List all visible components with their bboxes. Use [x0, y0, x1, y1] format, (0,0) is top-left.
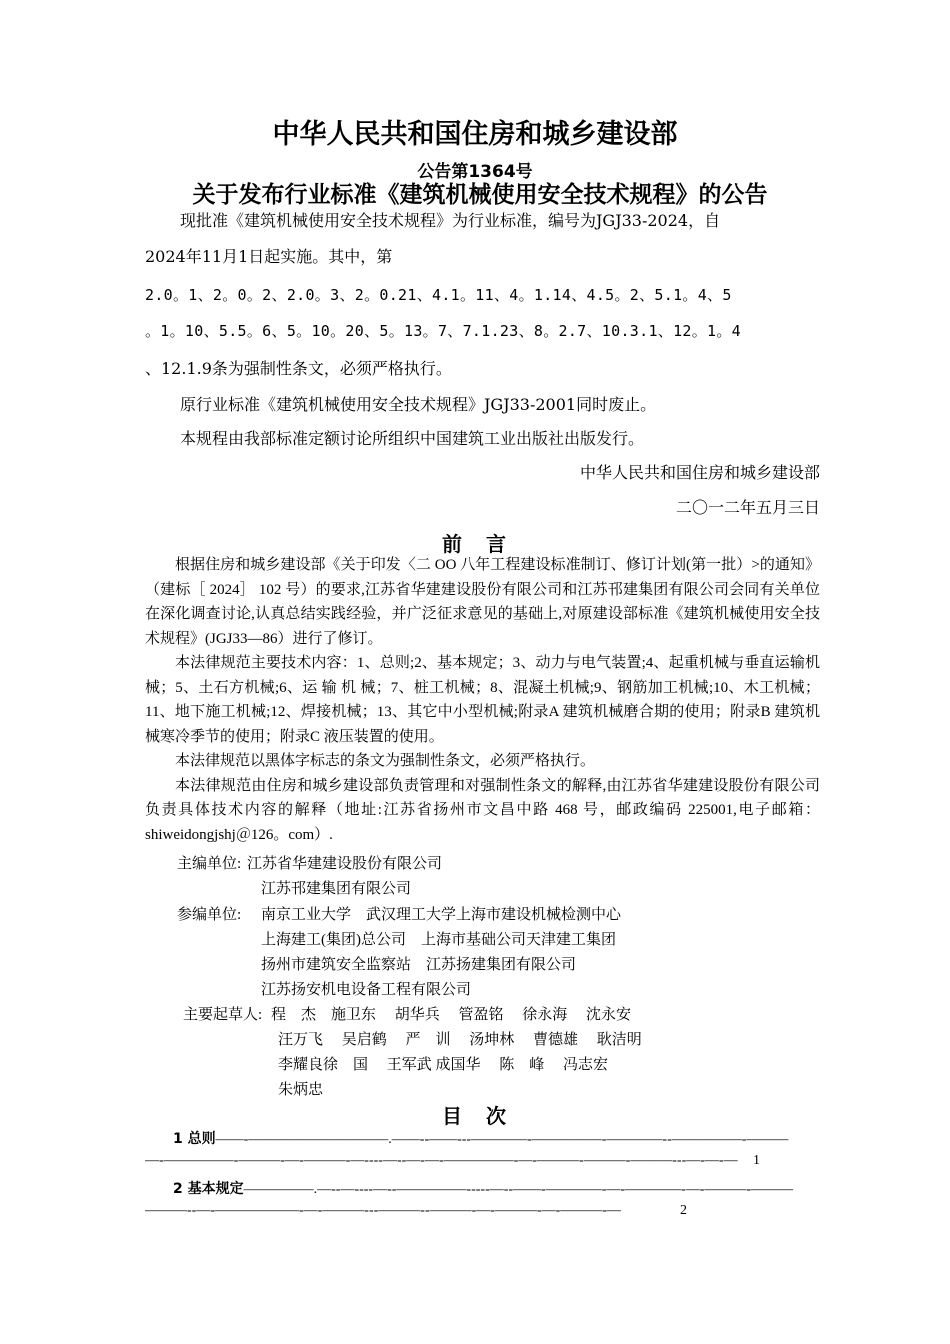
announcement-date: 二〇一二年五月三日	[675, 498, 820, 517]
announcement-line-6: 原行业标准《建筑机械使用安全技术规程》JGJ33-2001同时废止。	[180, 395, 657, 414]
toc-item-1-continued	[145, 1153, 765, 1169]
chief-unit-2: 江苏邗建集团有限公司	[261, 881, 412, 897]
announcement-number: 公告第1364号	[417, 162, 533, 182]
participating-2: 上海建工(集团)总公司 上海市基础公司天津建工集团	[261, 932, 616, 948]
drafters-4: 朱炳忠	[278, 1082, 324, 1098]
preface-heading: 前 言	[442, 532, 508, 556]
toc-item-1-label: 1 总则	[173, 1131, 216, 1147]
drafters-label: 主要起草人:	[183, 1007, 263, 1023]
ministry-title: 中华人民共和国住房和城乡建设部	[272, 119, 678, 150]
chief-unit-label: 主编单位:	[177, 856, 242, 872]
toc-item-2[interactable]	[173, 1178, 818, 1198]
participating-label: 参编单位:	[177, 907, 242, 923]
toc-item-1-leader-a: ——-——————————.——--——---————-—————-————--—————-———	[215, 1132, 789, 1147]
announcement-line-1: 现批准《建筑机械使用安全技术规程》为行业标准，编号为JGJ33-2024，自	[180, 211, 721, 230]
announcement-title: 关于发布行业标准《建筑机械使用安全技术规程》的公告	[192, 182, 768, 208]
announcement-line-3: 2.0。1、2。0。2、2.0。3、2。0.21、4.1。11、4。1.14、4.5。2、5.1。4、5	[145, 286, 732, 304]
chief-unit-1: 江苏省华建建设股份有限公司	[247, 856, 443, 872]
announcement-line-5: 、12.1.9条为强制性条文，必须严格执行。	[145, 359, 452, 378]
participating-3: 扬州市建筑安全监察站 江苏扬建集团有限公司	[261, 957, 577, 973]
preface-body	[145, 553, 820, 847]
toc-item-2-page: 2	[680, 1203, 687, 1218]
announcement-line-4: 。1。10、5.5。6、5。10。20、5。13。7、7.1.23、8。2.7、10.3.1、12。1。4	[145, 322, 742, 340]
preface-paragraph-3: 本法律规范以黑体字标志的条文为强制性条文，必须严格执行。	[175, 753, 596, 769]
participating-1: 南京工业大学 武汉理工大学上海市建设机械检测中心	[261, 907, 622, 923]
preface-paragraph-4: 本法律规范由住房和城乡建设部负责管理和对强制性条文的解释,由江苏省华建建设股份有限公司负责具体技术内容的解释（地址:江苏省扬州市文昌中路 468 号，邮政编码 225001,电子邮箱：shiweidongjshj＠126。com）.	[145, 777, 820, 843]
signer: 中华人民共和国住房和城乡建设部	[579, 463, 820, 482]
participating-4: 江苏扬安机电设备工程有限公司	[261, 982, 472, 998]
toc-item-1-page: 1	[753, 1153, 760, 1168]
drafters-2: 汪万飞 吴启鹤 严 训 汤坤林 曹德雄 耿洁明	[278, 1032, 642, 1048]
drafters-1: 程 杰 施卫东 胡华兵 管盈铭 徐永海 沈永安	[271, 1007, 632, 1023]
toc-item-1-leader-b: —-—————-———-—-———-—----—--—-—-—————-—-———-———-———---—-—-—	[145, 1153, 738, 1168]
preface-paragraph-1: 根据住房和城乡建设部《关于印发〈二 OO 八年工程建设标准制订、修订计划(第一批）>的通知》（建标［ 2024］ 102 号）的要求,江苏省华建建设股份有限公司和江苏邗建集团有限公司会同有关单位在深化调查讨论,认真总结实践经验，并广泛征求意见的基础上,对原建设部标准《建筑机械使用安全技术规程》(JGJ33—86）进行了修订。	[145, 557, 820, 647]
toc-item-2-label: 2 基本规定	[173, 1181, 244, 1197]
toc-item-2-leader-a: —————.—--—----—--—————-----—--——-————-—-————-—-———-———	[243, 1182, 794, 1197]
preface-paragraph-2: 本法律规范主要技术内容：1、总则;2、基本规定；3、动力与电气装置;4、起重机械与垂直运输机械；5、土石方机械;6、运 输 机 械；7、桩工机械；8、混凝土机械;9、钢筋加工机械;10、木工机械；11、地下施工机械;12、焊接机械；13、其它中小型机械;附录A 建筑机械磨合期的使用；附录B 建筑机械寒冷季节的使用；附录C 液压装置的使用。	[145, 655, 820, 745]
toc-item-2-continued	[145, 1203, 680, 1219]
toc-item-1[interactable]	[173, 1128, 818, 1148]
announcement-line-2: 2024年11月1日起实施。其中，第	[145, 247, 393, 266]
drafters-3: 李耀良徐 国 王军武 成国华 陈 峰 冯志宏	[278, 1057, 609, 1073]
announcement-line-7: 本规程由我部标准定额讨论所组织中国建筑工业出版社出版发行。	[180, 429, 645, 448]
toc-heading: 目 次	[442, 1104, 508, 1128]
toc-item-2-leader-b: ———--—-——————-—-———---———--———-—-———-—-———-—	[145, 1203, 621, 1218]
